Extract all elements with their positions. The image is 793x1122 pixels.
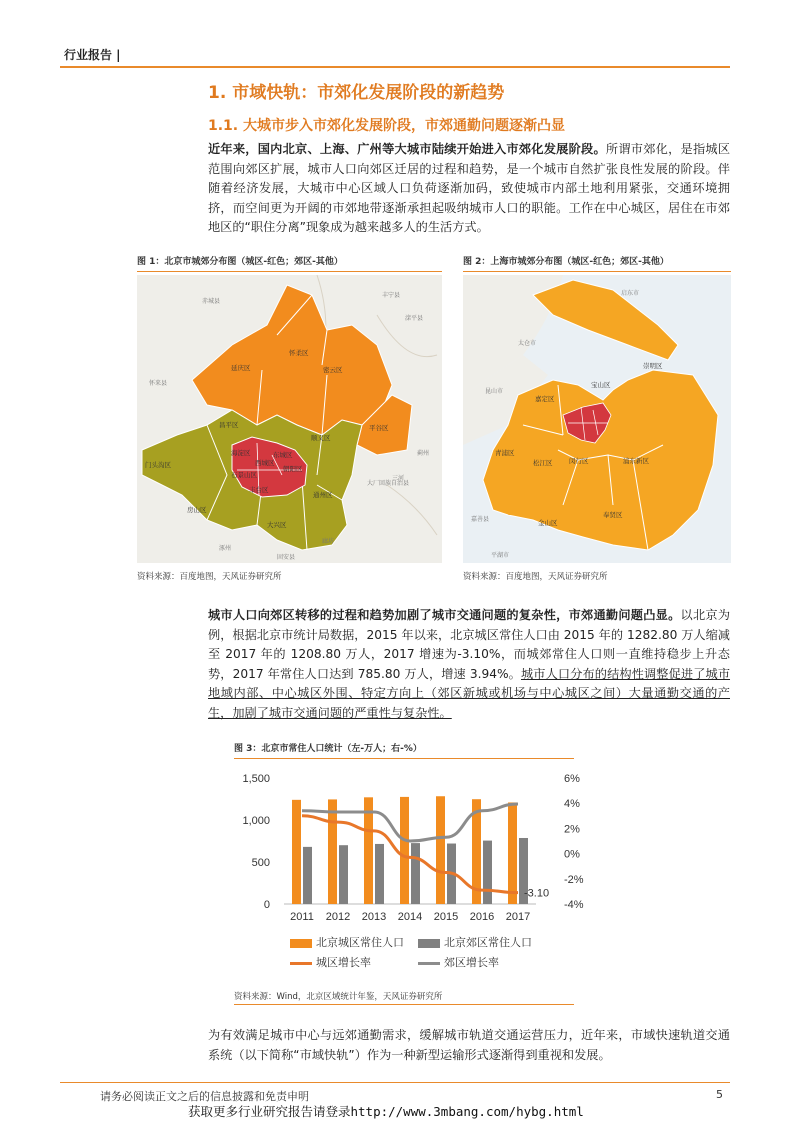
chart-legend xyxy=(290,934,570,974)
map2-label-jinshan: 金山区 xyxy=(538,519,558,527)
figure-3-bottom-line xyxy=(234,1004,574,1005)
svg-text:三河: 三河 xyxy=(392,475,405,482)
map1-label-haidian: 海淀区 xyxy=(231,449,251,457)
x-tick-label: 2013 xyxy=(361,911,387,923)
bar-urban-2011 xyxy=(292,800,301,904)
x-tick-label: 2014 xyxy=(397,911,423,923)
bar-urban-2014 xyxy=(400,797,409,904)
bar-suburban-2012 xyxy=(339,845,348,904)
figure-2-source: 资料来源：百度地图，天风证券研究所 xyxy=(463,572,608,582)
legend-swatch xyxy=(418,962,440,965)
map1-label-fangshan: 房山区 xyxy=(187,506,207,514)
y-left-tick-label: 1,000 xyxy=(242,815,270,827)
y-right-tick-label: -4% xyxy=(564,899,584,911)
svg-text:涿州: 涿州 xyxy=(219,545,232,552)
map2-label-fengxian: 奉贤区 xyxy=(603,511,623,519)
legend-item-suburban-pop: 北京郊区常住人口 xyxy=(418,934,532,950)
legend-item-urban-growth: 城区增长率 xyxy=(290,954,371,970)
map2-label-chongming: 崇明区 xyxy=(643,362,663,370)
bar-suburban-2013 xyxy=(375,844,384,904)
report-header: 行业报告 | xyxy=(64,48,121,62)
map1-label-shunyi: 顺义区 xyxy=(311,434,331,442)
x-tick-label: 2012 xyxy=(325,911,351,923)
map1-label-changping: 昌平区 xyxy=(219,421,239,429)
map1-label-fengtai: 丰台区 xyxy=(249,486,269,494)
footer-divider xyxy=(60,1082,730,1083)
svg-text:滦平县: 滦平县 xyxy=(405,315,424,322)
footer-disclaimer: 请务必阅读正文之后的信息披露和免责申明 xyxy=(100,1090,309,1103)
map2-label-jiading: 嘉定区 xyxy=(535,395,555,403)
x-tick-label: 2016 xyxy=(469,911,495,923)
svg-text:太仓市: 太仓市 xyxy=(518,340,537,347)
x-tick-label: 2015 xyxy=(433,911,459,923)
svg-text:大厂回族自治县: 大厂回族自治县 xyxy=(367,480,410,487)
map1-label-miyun: 密云区 xyxy=(323,366,343,374)
svg-text:怀来县: 怀来县 xyxy=(149,380,168,387)
map2-label-baoshan: 宝山区 xyxy=(591,381,611,389)
y-left-tick-label: 0 xyxy=(263,899,270,911)
paragraph-1 xyxy=(208,140,730,238)
paragraph-1-bold: 近年来，国内北京、上海、广州等大城市陆续开始进入市郊化发展阶段。 xyxy=(208,142,606,156)
map1-label-mentougou: 门头沟区 xyxy=(145,461,171,469)
annotation-urban-growth-2017: -3.10 xyxy=(524,887,550,900)
map1-label-huairou: 怀柔区 xyxy=(289,349,309,357)
figure-2-caption-line xyxy=(463,271,731,272)
map1-label-pinggu: 平谷区 xyxy=(369,424,389,432)
map1-label-yanqing: 延庆区 xyxy=(231,364,251,372)
paragraph-2-text: 以北京为例，根据北京市统计局数据，2015 年以来，北京城区常住人口由 2015 年的 1282.80 万人缩减至 2017 年的 1208.80 万人，2017 增速为-3.10%，而城郊常住人口则一直维持稳步上升态势，2017 年常住人口达到 785.80 万人，增速 3.94%。 xyxy=(208,608,731,681)
section-heading: 1. 市域快轨：市郊化发展阶段的新趋势 xyxy=(208,83,505,103)
map1-label-shijingshan: 石景山区 xyxy=(231,471,257,479)
map1-label-xicheng: 西城区 xyxy=(255,459,275,467)
paragraph-2 xyxy=(208,606,730,723)
svg-text:赤城县: 赤城县 xyxy=(202,298,221,305)
x-tick-label: 2017 xyxy=(505,911,531,923)
bar-suburban-2014 xyxy=(411,843,420,904)
promo-link[interactable]: 获取更多行业研究报告请登录http://www.3mbang.com/hybg.html xyxy=(188,1104,584,1119)
beijing-map xyxy=(137,275,442,563)
y-right-tick-label: 2% xyxy=(564,823,580,836)
header-divider xyxy=(60,66,730,68)
figure-3-source: 资料来源：Wind，北京区域统计年鉴，天风证券研究所 xyxy=(234,992,443,1002)
figure-1-caption: 图 1：北京市城郊分布图（城区-红色；郊区-其他） xyxy=(137,257,343,267)
legend-item-suburban-growth: 郊区增长率 xyxy=(418,954,499,970)
figure-2-caption: 图 2：上海市城郊分布图（城区-红色；郊区-其他） xyxy=(463,257,669,267)
y-right-tick-label: 6% xyxy=(564,773,580,785)
legend-swatch xyxy=(418,939,440,948)
legend-swatch xyxy=(290,939,312,948)
map1-label-dongcheng: 东城区 xyxy=(273,451,293,459)
y-right-tick-label: 4% xyxy=(564,798,580,811)
map1-label-chaoyang: 朝阳区 xyxy=(283,465,303,473)
subsection-heading: 1.1. 大城市步入市郊化发展阶段，市郊通勤问题逐渐凸显 xyxy=(208,118,565,134)
y-left-tick-label: 1,500 xyxy=(242,773,270,785)
bar-suburban-2011 xyxy=(303,847,312,904)
svg-text:启东市: 启东市 xyxy=(621,290,640,297)
legend-swatch xyxy=(290,962,312,965)
bar-urban-2015 xyxy=(436,796,445,904)
bar-urban-2017 xyxy=(508,802,517,904)
svg-text:昆山市: 昆山市 xyxy=(485,388,504,395)
shanghai-map xyxy=(463,275,731,563)
figure-1-source: 资料来源：百度地图，天风证券研究所 xyxy=(137,572,282,582)
svg-text:嘉善县: 嘉善县 xyxy=(471,516,490,523)
x-tick-label: 2011 xyxy=(290,911,314,923)
figure-1-caption-line xyxy=(137,271,442,272)
svg-text:固安县: 固安县 xyxy=(277,554,296,561)
map1-label-tongzhou: 通州区 xyxy=(313,491,333,499)
map2-label-pudong: 浦东新区 xyxy=(623,457,649,465)
svg-text:廊坊: 廊坊 xyxy=(322,538,335,545)
map2-label-qingpu: 青浦区 xyxy=(495,449,515,457)
bar-suburban-2016 xyxy=(483,841,492,904)
paragraph-3: 为有效满足城市中心与远郊通勤需求，缓解城市轨道交通运营压力，近年来，市域快速轨道交通系统（以下简称“市域快轨”）作为一种新型运输形式逐渐得到重视和发展。 xyxy=(208,1028,730,1062)
map2-label-minhang: 闵行区 xyxy=(569,457,589,465)
map2-label-songjiang: 松江区 xyxy=(533,459,553,467)
figure-3-caption: 图 3：北京市常住人口统计（左-万人；右-%） xyxy=(234,744,422,754)
figure-3-caption-line xyxy=(234,758,574,759)
y-right-tick-label: -2% xyxy=(564,873,584,886)
y-right-tick-label: 0% xyxy=(564,848,580,861)
page-number: 5 xyxy=(716,1088,723,1101)
map1-label-daxing: 大兴区 xyxy=(267,521,287,529)
bar-urban-2012 xyxy=(328,799,337,904)
paragraph-2-underline: 城市人口分布的结构性调整促进了城市地域内部、中心城区外围、特定方向上（郊区新城或机场与中心城区之间）大量通勤交通的产生，加剧了城市交通问题的严重性与复杂性。 xyxy=(208,666,731,720)
legend-item-urban-pop: 北京城区常住人口 xyxy=(290,934,404,950)
y-left-tick-label: 500 xyxy=(251,857,270,869)
svg-text:丰宁县: 丰宁县 xyxy=(382,292,401,299)
svg-text:平湖市: 平湖市 xyxy=(491,552,510,559)
paragraph-2-bold: 城市人口向郊区转移的过程和趋势加剧了城市交通问题的复杂性，市郊通勤问题凸显。 xyxy=(208,608,681,622)
svg-text:蓟州: 蓟州 xyxy=(417,450,430,457)
paragraph-1-text: 所谓市郊化，是指城区范围向郊区扩展，城市人口向郊区迁居的过程和趋势，是一个城市自然扩张良性发展的阶段。伴随着经济发展，大城市中心区域人口负荷逐渐加码，致使城市内部土地利用紧张，交通环境拥挤，而空间更为开阔的市郊地带逐渐承担起吸纳城市人口的职能。工作在中心城区，居住在市郊地区的“职住分离”现象成为越来越多人的生活方式。 xyxy=(208,142,731,234)
